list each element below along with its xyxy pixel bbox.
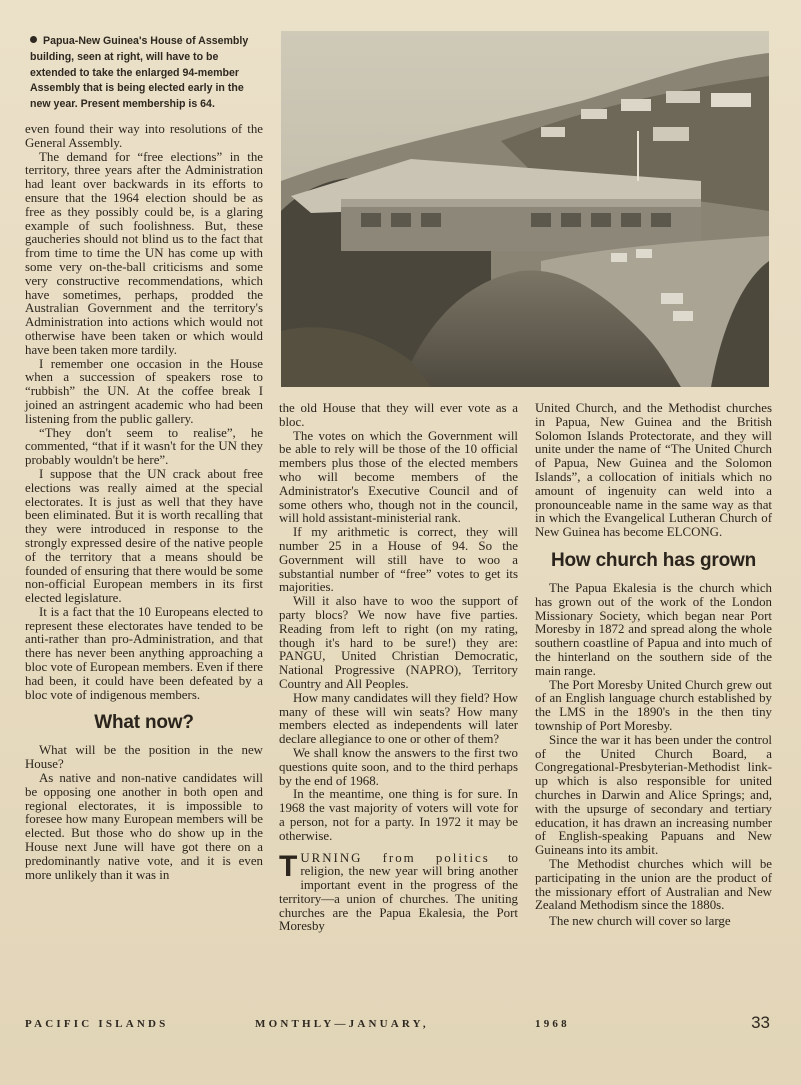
publication-name: PACIFIC ISLANDS — [25, 1018, 169, 1030]
paragraph: If my arithmetic is correct, they will number 25 in a House of 94. So the Government will still have to woo a substantial number of “free” votes to get its majorities. — [279, 525, 518, 595]
dropcap-lead: URNING from politics — [300, 850, 490, 865]
assembly-building-photo — [281, 31, 769, 387]
page-number: 33 — [751, 1013, 770, 1032]
paragraph: How many candidates will they field? How many of these will win seats? How many members elected as independents will later declare allegiance to one or other of them? — [279, 690, 518, 747]
page-footer — [25, 1013, 770, 1043]
paragraph: “They don't seem to realise”, he commented, “that if it wasn't for the UN they probably wouldn't be here”. — [25, 425, 263, 468]
paragraph: The votes on which the Government will be able to rely will be those of the 10 official members plus those of the elected members who will become members of the Administrator's Executive Council and of some others who, though not in the council, will hold assistant-ministerial rank. — [279, 428, 518, 526]
paragraph: I suppose that the UN crack about free elections was really aimed at the special electorates. It is just as well that they have been eliminated. But it is worth recalling that they were introduced in response to the strongly expressed desire of the native people of the territory that a means should be founded of ensuring that there would be some non-official European members in its first elected legislature. — [25, 466, 263, 606]
paragraph: In the meantime, one thing is for sure. In 1968 the vast majority of voters will vote for a person, not for a party. In 1972 it may be otherwise. — [279, 787, 518, 843]
paragraph: It is a fact that the 10 Europeans elected to represent these electorates have tended to be anti-rather than pro-Administration, and that there has never been anything approaching a bloc vote of European members. Even if there had been, it could have been defeated by a bloc vote of indigenous members. — [25, 604, 263, 702]
paragraph: I remember one occasion in the House when a succession of speakers rose to “rubbish” the UN. At the coffee break I joined an astringent academic who had been listening from the public gallery. — [25, 356, 263, 426]
column-3 — [535, 402, 772, 929]
paragraph: the old House that they will ever vote as a bloc. — [279, 401, 518, 429]
paragraph: The Papua Ekalesia is the church which has grown out of the work of the London Missionary Society, which began near Port Moresby in 1872 and spread along the whole southern coastline of Papua and into much of the hinterland on the southern side of the main range. — [535, 580, 772, 678]
paragraph: The Port Moresby United Church grew out of an English language church established by the LMS in the 1890's in the then tiny township of Port Moresby. — [535, 677, 772, 733]
dropcap-body: to religion, the new year will bring another important event in the progress of the territory—a union of churches. The uniting churches are the Papua Ekalesia, the Port Moresby — [279, 850, 519, 934]
paragraph-dropcap — [279, 849, 519, 935]
paragraph: The demand for “free elections” in the territory, three years after the Administration had leant over backwards in its efforts to ensure that the 1964 election should be as free as they possibly could be, is a glaring example of such foolishness. But, these gaucheries should not blind us to the fact that from time to time the UN has come up with some very on-the-ball criticisms and some very constructive recommendations, which have sometimes, perhaps, prodded the Australian Government and the territory's Administration into actions which would not otherwise have been taken or which would have been taken more tardily. — [25, 149, 263, 357]
paragraph: The new church will cover so large — [549, 914, 731, 929]
publication-issue: MONTHLY—JANUARY, — [255, 1018, 429, 1030]
column-1 — [25, 123, 263, 882]
bullet-icon — [30, 36, 37, 43]
paragraph: Since the war it has been under the control of the United Church Board, a Congregational-Presbyterian-Methodist link-up which is also responsible for united churches in Darwin and Alice Springs; and, with the upsurge of secondary and tertiary education, it has drawn an increasing number of English-speaking Papuans and New Guineans into its ambit. — [535, 732, 772, 858]
paragraph: As native and non-native candidates will be opposing one another in both open and regional electorates, it is impossible to foresee how many European members will be elected. But those who do show up in the House next June will have got there on a predominantly native vote, and it is even more unlikely than it was in — [25, 771, 263, 882]
paragraph: Will it also have to woo the support of party blocs? We now have five parties. Reading from left to right (on my rating, though it's hard to be sure!) they are: PANGU, United Christian Democratic, National Progressive (NAPRO), Territory Country and All Peoples. — [279, 594, 518, 691]
section-heading-what-now: What now? — [94, 712, 194, 734]
drop-cap: T — [279, 849, 298, 883]
paragraph: We shall know the answers to the first two questions quite soon, and to the third perhaps by the end of 1968. — [279, 745, 518, 788]
paragraph: What will be the position in the new House? — [25, 743, 263, 772]
section-heading-church-growth: How church has grown — [550, 549, 757, 571]
photo-image — [281, 31, 769, 387]
caption-text: Papua-New Guinea's House of Assembly building, seen at right, will have to be extended to take the enlarged 94-member Assembly that is being elected early in the new year. Present membership is 64. — [30, 35, 249, 111]
column-2 — [279, 402, 518, 934]
photo-caption — [30, 34, 266, 113]
paragraph: The Methodist churches which will be participating in the union are the product of the missionary effort of Australian and New Zealand Methodism since the 1880s. — [535, 856, 772, 913]
paragraph: United Church, and the Methodist churches in Papua, New Guinea and the British Solomon Islands Protectorate, and they will unite under the name of “The United Church of Papua, New Guinea and the Solomon Islands”, a collocation of initials which no amount of ingenuity can weld into a pronounceable name in the same way as that in which the Evangelical Lutheran Church of New Guinea has become ELCONG. — [535, 401, 772, 540]
paragraph: even found their way into resolutions of the General Assembly. — [25, 122, 263, 150]
publication-year: 1968 — [535, 1018, 570, 1030]
